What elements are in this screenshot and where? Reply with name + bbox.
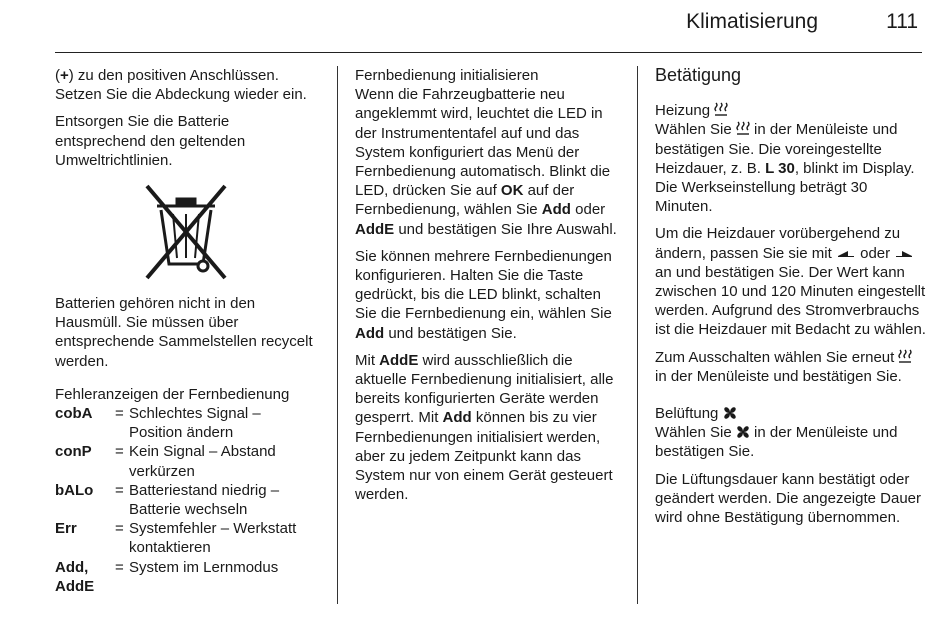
arrow-left-icon: [836, 250, 856, 260]
error-heading: Fehleranzeigen der Fernbedienung: [55, 385, 290, 403]
column-3: [655, 66, 927, 535]
error-table: [55, 404, 317, 596]
subheading-ventilation: Belüftung: [655, 404, 927, 423]
chapter-title: Klimatisierung: [686, 10, 818, 33]
table-row: conP = Kein Signal – Abstand verkürzen: [55, 443, 276, 480]
column-2: [355, 66, 623, 512]
fan-icon: [723, 406, 737, 420]
table-row: Add, AddE = System im Lernmodus: [55, 558, 279, 595]
column-divider-1: [337, 66, 338, 604]
plus-symbol: +: [60, 67, 69, 84]
paragraph-heating-3: Zum Ausschalten wählen Sie erneut in der Menüleiste und bestätigen Sie.: [655, 348, 927, 386]
column-1: [55, 66, 317, 596]
heating-icon: [736, 121, 750, 136]
table-row: bALo = Batteriestand niedrig – Batterie wechseln: [55, 481, 280, 519]
table-row: cobA = Schlechtes Signal – Position ändern: [55, 405, 261, 442]
fan-icon: [736, 425, 750, 439]
paragraph-remote-init-2: Sie können mehrere Fernbedienungen konfigurieren. Halten Sie die Taste gedrückt, bis die LED blinkt, schalten Sie die Fernbedienung ein, wählen Sie Add und bestätigen Sie.: [355, 247, 612, 342]
section-heading-remote-init: Fernbedienung initialisieren: [355, 67, 539, 84]
page-number: 111: [886, 10, 918, 33]
heating-icon: [898, 349, 912, 364]
column-divider-2: [637, 66, 638, 604]
heating-icon: [714, 102, 728, 117]
paragraph-heating-1: Wählen Sie in der Menüleiste und bestätigen Sie. Die voreingestellte Heizdauer, z. B. L 30, blinkt im Display. Die Werkseinstellung beträgt 30 Minuten.: [655, 121, 915, 216]
subheading-heating: Heizung: [655, 101, 927, 120]
paragraph-ventilation-2: Die Lüftungsdauer kann bestätigt oder geändert werden. Die angezeigte Dauer wird ohne Bestätigung übernommen.: [655, 470, 922, 527]
paragraph-recycling: Batterien gehören nicht in den Hausmüll. Sie müssen über entsprechende Sammelstellen recycelt werden.: [55, 295, 313, 370]
arrow-right-icon: [894, 250, 914, 260]
crossed-out-bin-icon: [133, 180, 239, 284]
paragraph-battery-dispose: Entsorgen Sie die Batterie entsprechend den geltenden Umweltrichtlinien.: [55, 113, 246, 169]
paragraph-remote-init-3: Mit AddE wird ausschließlich die aktuelle Fernbedienung initialisiert, alle bereits konfigurierten Geräte werden gesperrt. Mit Add können bis zu vier Fernbedienungen initialisiert werden, aber zu jedem Zeitpunkt kann das System nur von einem Gerät gesteuert werden.: [355, 351, 614, 504]
page-header: [55, 0, 922, 53]
table-row: Err = Systemfehler – Werkstatt kontaktieren: [55, 520, 297, 557]
paragraph-ventilation-1: Wählen Sie in der Menüleiste und bestätigen Sie.: [655, 424, 898, 461]
paragraph-heating-2: Um die Heizdauer vorübergehend zu ändern, passen Sie sie mit oder an und bestätigen Sie. Der Wert kann zwischen 10 und 120 Minuten eingestellt werden. Aufgrund des Stromverbrauchs ist die Heizdauer mit Bedacht zu wählen.: [655, 225, 926, 339]
paragraph-battery-connect: (+) zu den positiven Anschlüssen. Setzen Sie die Abdeckung wieder ein.: [55, 67, 307, 104]
paragraph-remote-init-1: Wenn die Fahrzeugbatterie neu angeklemmt wird, leuchtet die LED in der Instrumententafel auf und das System konfiguriert das Menü der Fernbedienung automatisch. Blinkt die LED, drücken Sie auf OK auf der Fernbedienung, wählen Sie Add oder AddE und bestätigen Sie Ihre Auswahl.: [355, 86, 617, 238]
section-heading-operation: Betätigung: [655, 65, 742, 85]
